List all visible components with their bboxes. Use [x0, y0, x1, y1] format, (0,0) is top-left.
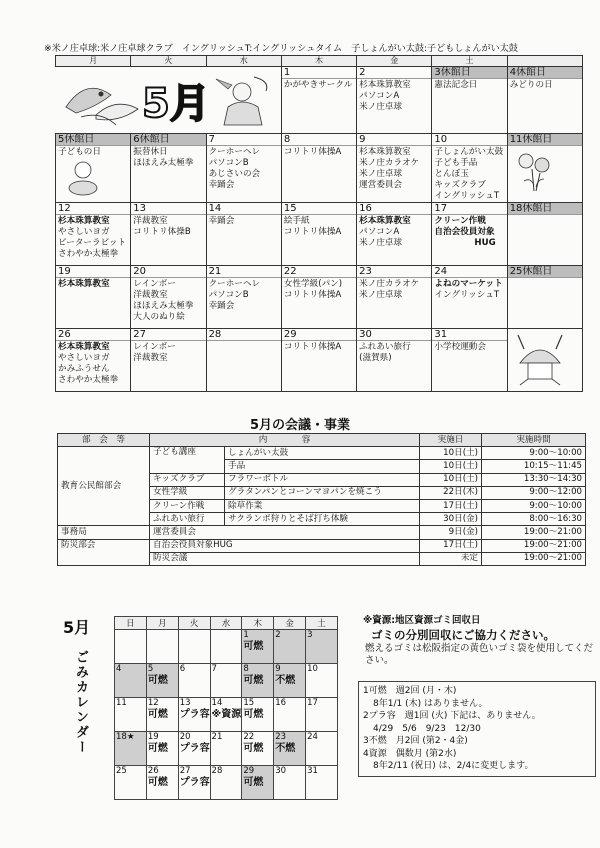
- table-row: 事務局 運営委員会 9日(金) 19:00～21:00: [58, 526, 586, 539]
- garbage-day: [210, 630, 242, 664]
- kintaro-boy-icon: [233, 83, 251, 101]
- garbage-day: 28: [210, 766, 242, 800]
- flower-icon: [510, 147, 560, 195]
- garbage-day: 2: [274, 630, 306, 664]
- garbage-day: 19 可燃: [146, 732, 178, 766]
- day-cell-26: 26 杉本珠算教室 やさしいヨガ かみふうせん さわやか太極拳: [56, 329, 131, 392]
- garbage-day: [178, 630, 210, 664]
- garbage-notice: [363, 615, 593, 667]
- day-cell-14: 14 幸踊会: [206, 203, 281, 266]
- day-cell-20: 20 レインボー 洋裁教室 ほほえみ太極拳 大人のぬり絵: [131, 266, 206, 329]
- day-cell-23: 23 米ノ庄カラオケ 米ノ庄卓球: [357, 266, 432, 329]
- garbage-day: 25: [115, 766, 147, 800]
- garbage-day: 24: [306, 732, 338, 766]
- calendar-week-2: [56, 134, 583, 203]
- meetings-title: 5月の会議・事業: [249, 418, 351, 433]
- garbage-day: 4: [115, 664, 147, 698]
- day-cell-4: 4休館日 みどりの日: [507, 67, 582, 134]
- garbage-day: 8 可燃: [242, 664, 274, 698]
- may-event-calendar: [55, 55, 583, 392]
- weekday-sat: 土: [432, 56, 507, 67]
- schedule-item: 2プラ容 週1回 (火) 下記は、ありません。: [363, 711, 541, 721]
- table-row: 教育公民館部会 子ども講座 しょんがい太鼓 10日(土) 9:00～10:00: [58, 447, 586, 460]
- garbage-day: 22 可燃: [242, 732, 274, 766]
- notice-body: 燃えるゴミは松阪指定の黄色いゴミ袋を使用してください。: [365, 643, 594, 666]
- weekday-mon: 月: [56, 56, 131, 67]
- day-cell-1: 1 かがやきサークル: [281, 67, 356, 134]
- garbage-day: 27 プラ容: [178, 766, 210, 800]
- garbage-day: 17: [306, 698, 338, 732]
- calendar-week-1: [56, 67, 583, 134]
- weekday-tue: 火: [131, 56, 206, 67]
- day-cell-31: 31 小学校運動会: [432, 329, 507, 392]
- day-cell-19: 19 杉本珠算教室: [56, 266, 131, 329]
- weekday-sun: [507, 56, 582, 67]
- may-title: 5月: [141, 81, 210, 127]
- table-row: キッズクラブ フラワーボトル 10日(土) 13:30～14:30: [58, 473, 586, 486]
- garbage-day: 30: [274, 766, 306, 800]
- garbage-day: 15 可燃: [242, 698, 274, 732]
- garbage-calendar-title: ごみカレンダー: [73, 650, 88, 755]
- garbage-day: 1 可燃: [242, 630, 274, 664]
- garbage-calendar: [114, 616, 338, 800]
- day-cell-25: 25休館日: [507, 266, 582, 329]
- garbage-day: 29 可燃: [242, 766, 274, 800]
- day-cell-15: 15 絵手紙 コリトリ体操A: [281, 203, 356, 266]
- schedule-item: 1可燃 週2回 (月・木): [363, 686, 457, 696]
- garbage-day: 10: [306, 664, 338, 698]
- garbage-week: [115, 698, 338, 732]
- garbage-day: 16: [274, 698, 306, 732]
- garbage-weekday-header: 日 月 火 水 木 金 土: [115, 617, 338, 630]
- schedule-note: 8年2/11 (祝日) は、2/4に変更します。: [373, 761, 534, 771]
- col-content: 内 容: [150, 434, 420, 447]
- day-cell-27: 27 レインボー 洋裁教室: [131, 329, 206, 392]
- schedule-note: 4/29 5/6 9/23 12/30: [373, 723, 481, 734]
- weekday-wed: 水: [206, 56, 281, 67]
- day-cell-6: 6休館日 振替休日 ほほえみ太極拳: [131, 134, 206, 203]
- garbage-day: 12 可燃: [146, 698, 178, 732]
- schedule-item: 3不燃 月2回 (第2・4金): [363, 736, 468, 746]
- day-cell-17: 17 クリーン作戦 自治会役員対象 HUG: [432, 203, 507, 266]
- weekday-fri: 金: [357, 56, 432, 67]
- notice-headline: ゴミの分別回収にご協力ください。: [371, 628, 555, 642]
- garbage-week: [115, 630, 338, 664]
- garbage-month-label: 5月: [63, 618, 91, 637]
- calendar-week-3: [56, 203, 583, 266]
- garbage-week: [115, 732, 338, 766]
- table-row: 防災部会 自治会役員対象HUG 17日(土) 19:00～21:00: [58, 539, 586, 552]
- col-division: 部 会 等: [58, 434, 150, 447]
- day-cell-21: 21 クーホーヘレ パソコンB 幸踊会: [206, 266, 281, 329]
- table-row: ふれあい旅行 サクランボ狩りとそば打ち体験 30日(金) 8:00～16:30: [58, 513, 586, 526]
- meetings-table: [57, 433, 586, 566]
- day-cell-12: 12 杉本珠算教室 やさしいヨガ ピーターラビット さわやか太極拳: [56, 203, 131, 266]
- garbage-week: [115, 766, 338, 800]
- garbage-day: 5 可燃: [146, 664, 178, 698]
- garbage-week: [115, 664, 338, 698]
- table-row: クリーン作戦 除草作業 17日(土) 9:00～10:00: [58, 499, 586, 512]
- kabuto-cell: [507, 329, 582, 392]
- garbage-day: 14 ※資源: [210, 698, 242, 732]
- may-illustration-cell: [56, 67, 282, 134]
- day-cell-11: 11休館日: [507, 134, 582, 203]
- table-row: 防災会議 未定 19:00～21:00: [58, 552, 586, 565]
- koinobori-illustration: [56, 67, 282, 129]
- schedule-item: 4資源 偶数月 (第2水): [363, 748, 457, 759]
- abbreviation-note: ※米ノ庄卓球:米ノ庄卓球クラブ イングリッシュT:イングリッシュタイム 子しょんがい太鼓:子どもしょんがい太鼓: [44, 43, 518, 54]
- day-cell-9: 9 杉本珠算教室 米ノ庄カラオケ 米ノ庄卓球 運営委員会: [357, 134, 432, 203]
- day-cell-29: 29 コリトリ体操A: [281, 329, 356, 392]
- kabuto-helmet-icon: [510, 329, 570, 387]
- garbage-schedule-box: [358, 681, 596, 777]
- meetings-header-row: [58, 434, 586, 447]
- col-date: 実施日: [420, 434, 482, 447]
- day-cell-8: 8 コリトリ体操A: [281, 134, 356, 203]
- day-cell-30: 30 ふれあい旅行 (滋賀県): [357, 329, 432, 392]
- table-row: 手品 10日(土) 10:15～11:45: [58, 460, 586, 473]
- day-cell-2: 2 杉本珠算教室 パソコンA 米ノ庄卓球: [357, 67, 432, 134]
- garbage-day: 3: [306, 630, 338, 664]
- weekday-thu: 木: [281, 56, 356, 67]
- garbage-day: 9 不燃: [274, 664, 306, 698]
- calendar-week-4: [56, 266, 583, 329]
- garbage-day: 21: [210, 732, 242, 766]
- col-time: 実施時間: [482, 434, 586, 447]
- garbage-day: [115, 630, 147, 664]
- table-row: 女性学級 グラタンパンとコーンマヨパンを焼こう 22日(木) 9:00～12:00: [58, 486, 586, 499]
- day-cell-10: 10 子しょんがい太鼓 子ども手品 とんぼ玉 キッズクラブ イングリッシュT: [432, 134, 507, 203]
- garbage-day: 26 可燃: [146, 766, 178, 800]
- child-drum-icon: [58, 158, 108, 196]
- garbage-day: 18★: [115, 732, 147, 766]
- garbage-day: 11: [115, 698, 147, 732]
- garbage-day: 13 プラ容: [178, 698, 210, 732]
- day-cell-7: 7 クーホーヘレ パソコンB あじさいの会 幸踊会: [206, 134, 281, 203]
- day-cell-18: 18休館日: [507, 203, 582, 266]
- garbage-day: 7: [210, 664, 242, 698]
- garbage-day: 6: [178, 664, 210, 698]
- day-cell-3: 3休館日 憲法記念日: [432, 67, 507, 134]
- schedule-note: 8年1/1 (木) はありません。: [373, 698, 488, 709]
- day-cell-13: 13 洋裁教室 コリトリ体操B: [131, 203, 206, 266]
- day-cell-16: 16 杉本珠算教室 パソコンA 米ノ庄卓球: [357, 203, 432, 266]
- garbage-day: 23 不燃: [274, 732, 306, 766]
- day-cell-24: 24 よねのマーケット イングリッシュT: [432, 266, 507, 329]
- day-cell-22: 22 女性学級(パン) コリトリ体操A: [281, 266, 356, 329]
- garbage-day: [146, 630, 178, 664]
- garbage-day: 20 プラ容: [178, 732, 210, 766]
- garbage-day: 31: [306, 766, 338, 800]
- day-cell-28: 28: [206, 329, 281, 392]
- calendar-weekday-header: [56, 56, 583, 67]
- resource-note: ※資源:地区資源ゴミ回収日: [363, 615, 481, 626]
- day-cell-5: 5休館日 子どもの日: [56, 134, 131, 203]
- calendar-week-5: [56, 329, 583, 392]
